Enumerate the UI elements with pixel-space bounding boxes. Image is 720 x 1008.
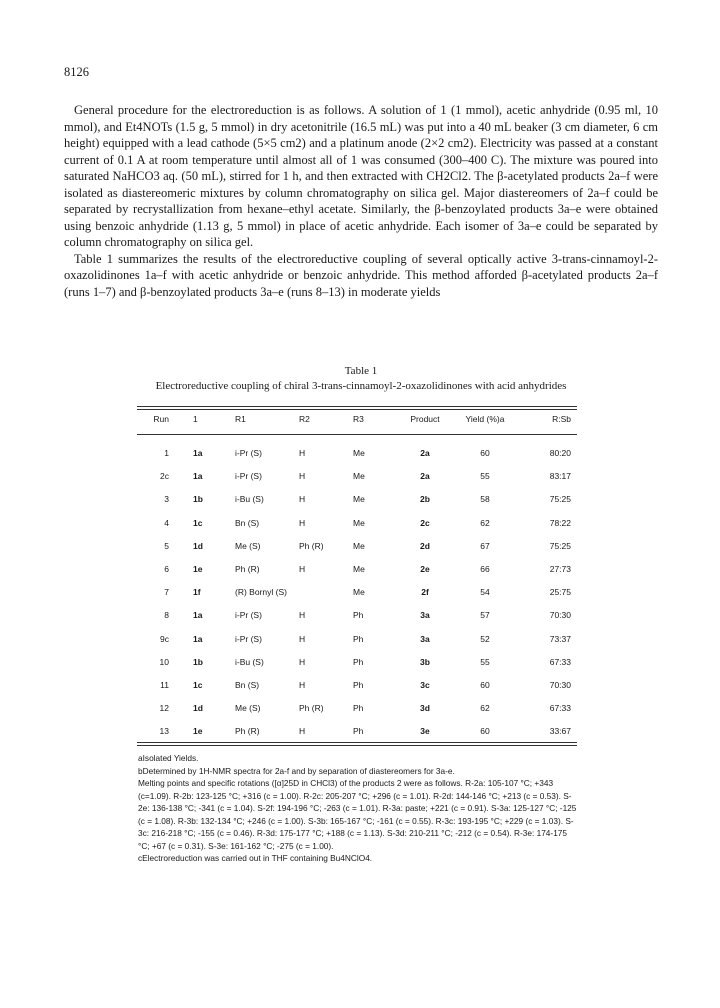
cell-r3: Ph bbox=[353, 656, 364, 667]
footnote-a: aIsolated Yields. bbox=[138, 753, 199, 763]
cell-r3: Ph bbox=[353, 633, 364, 644]
table-row bbox=[137, 680, 577, 692]
cell-product: 3b bbox=[420, 656, 430, 667]
cell-one: 1d bbox=[193, 540, 203, 551]
table-row bbox=[137, 634, 577, 646]
table-row bbox=[137, 726, 577, 738]
cell-r1: Ph (R) bbox=[235, 564, 260, 574]
cell-r1: i-Pr (S) bbox=[235, 610, 262, 621]
body-text bbox=[64, 102, 658, 300]
table-top-rule bbox=[137, 406, 577, 407]
cell-product: 2f bbox=[421, 587, 429, 598]
table-row bbox=[137, 494, 577, 506]
cell-r1: i-Bu (S) bbox=[235, 656, 264, 667]
cell-product: 2c bbox=[420, 517, 430, 528]
header-1: 1 bbox=[193, 414, 198, 424]
cell-rs: 33:67 bbox=[549, 726, 571, 737]
cell-rs: 73:37 bbox=[549, 633, 571, 644]
cell-product: 3a bbox=[420, 633, 430, 644]
table-row bbox=[137, 518, 577, 530]
cell-one: 1b bbox=[193, 656, 203, 667]
cell-r1: i-Pr (S) bbox=[235, 471, 262, 482]
cell-one: 1e bbox=[193, 726, 203, 737]
cell-yield: 60 bbox=[480, 680, 490, 690]
cell-r2: H bbox=[299, 517, 306, 528]
cell-yield: 67 bbox=[480, 540, 490, 551]
table-row bbox=[137, 657, 577, 669]
cell-product: 2a bbox=[420, 448, 430, 458]
table-row bbox=[137, 703, 577, 715]
table-number: Table 1 bbox=[344, 365, 378, 377]
table-bottom-rule bbox=[137, 742, 577, 743]
cell-rs: 78:22 bbox=[549, 517, 571, 528]
cell-run: 6 bbox=[164, 564, 169, 574]
cell-run: 5 bbox=[164, 540, 169, 551]
table-top-rule-2 bbox=[137, 409, 577, 410]
cell-run: 11 bbox=[160, 680, 169, 690]
cell-yield: 66 bbox=[480, 564, 490, 574]
header-product: Product bbox=[410, 414, 440, 424]
cell-rs: 70:30 bbox=[549, 680, 571, 690]
paragraph-summary: Table 1 summarizes the results of the electroreductive coupling of several optically active 3-trans-cinnamoyl-2-oxazolidinones 1a–f with acetic anhydride or benzoic anhydride. This method afforded β-acetylated products 2a–f (runs 1–7) and β-benzoylated products 3a–e (runs 8–13) in moderate yields bbox=[64, 251, 658, 299]
cell-r3: Ph bbox=[353, 726, 364, 737]
cell-r3: Me bbox=[353, 448, 365, 458]
cell-r3: Ph bbox=[353, 610, 364, 621]
cell-yield: 60 bbox=[480, 726, 490, 737]
cell-run: 7 bbox=[164, 587, 169, 598]
cell-yield: 55 bbox=[480, 656, 490, 667]
header-r2: R2 bbox=[299, 414, 310, 424]
cell-product: 3a bbox=[420, 610, 430, 621]
cell-r2: H bbox=[299, 448, 306, 458]
cell-one: 1a bbox=[193, 471, 203, 482]
cell-run: 12 bbox=[159, 703, 169, 714]
cell-rs: 25:75 bbox=[549, 587, 571, 598]
footnote-b-details: Melting points and specific rotations ([α]25D in CHCl3) of the products 2 were as follows. R-2a: 105-107 °C; +343 (c=1.09). R-2b: 123-125 °C; +316 (c = 1.00). R-2c: 205-207 °C; +296 (c = 1.01). R-2d: 144-146 °C; +213 (c = 0.53). S-2e: 136-138 °C; -341 (c = 1.04). S-2f: 194-196 °C; -263 (c = 1.01). R-3a: paste; +221 (c = 0.91). S-3a: 125-127 °C; -125 (c = 1.08). R-3b: 132-134 °C; +246 (c = 1.00). S-3b: 165-167 °C; -161 (c = 0.55). R-3c: 193-195 °C; +229 (c = 1.03). S-3c: 216-218 °C; -155 (c = 0.46). R-3d: 175-177 °C; +188 (c = 1.13). S-3d: 210-211 °C; -212 (c = 0.54). R-3e: 174-175 °C; +67 (c = 0.31). S-3e: 161-162 °C; -275 (c = 1.00). bbox=[138, 778, 577, 851]
cell-run: 2c bbox=[160, 471, 169, 482]
cell-run: 10 bbox=[159, 656, 169, 667]
table-row bbox=[137, 564, 577, 576]
cell-r3: Me bbox=[353, 471, 365, 482]
footnote-b: bDetermined by 1H-NMR spectra for 2a-f and by separation of diastereomers for 3a-e. bbox=[138, 765, 455, 776]
cell-one: 1f bbox=[193, 587, 201, 598]
cell-r2: H bbox=[299, 564, 306, 574]
cell-one: 1c bbox=[193, 517, 203, 528]
table-title: Electroreductive coupling of chiral 3-trans-cinnamoyl-2-oxazolidinones with acid anhydrides bbox=[155, 380, 567, 392]
cell-r3: Me bbox=[353, 540, 365, 551]
cell-r1: Me (S) bbox=[235, 540, 261, 551]
header-run: Run bbox=[153, 414, 169, 424]
cell-one: 1a bbox=[193, 610, 203, 621]
table-row bbox=[137, 471, 577, 483]
cell-r3: Ph bbox=[353, 680, 364, 690]
cell-yield: 54 bbox=[480, 587, 490, 598]
cell-r3: Me bbox=[353, 564, 365, 574]
header-r1: R1 bbox=[235, 414, 246, 424]
cell-rs: 75:25 bbox=[549, 540, 571, 551]
cell-rs: 67:33 bbox=[549, 703, 571, 714]
page-number: 8126 bbox=[64, 65, 89, 79]
cell-r1: Me (S) bbox=[235, 703, 261, 714]
header-r3: R3 bbox=[353, 414, 364, 424]
cell-one: 1a bbox=[193, 448, 203, 458]
table-row bbox=[137, 587, 577, 599]
cell-rs: 27:73 bbox=[549, 564, 571, 574]
cell-r1: Bn (S) bbox=[235, 680, 260, 690]
cell-rs: 75:25 bbox=[549, 494, 571, 505]
paragraph-procedure: General procedure for the electroreduction is as follows. A solution of 1 (1 mmol), acetic anhydride (0.95 ml, 10 mmol), and Et4NOTs (1.5 g, 5 mmol) in dry acetonitrile (16.5 mL) was put into a 40 mL beaker (3 cm diameter, 6 cm height) equipped with a lead cathode (5×5 cm2) and a platinum anode (2×2 cm2). Electricity was passed at a constant current of 0.1 A at room temperature until almost all of 1 was consumed (300–400 C). The mixture was poured into saturated NaHCO3 aq. (50 mL), stirred for 1 h, and then extracted with CH2Cl2. The β-acetylated products 2a–f were isolated as diastereomeric mixtures by column chromatography on silica gel. Major diastereomers of 2a–f could be separated by recrystallization from hexane–ethyl acetate. Similarly, the β-benzoylated products 3a–e were obtained using benzoic anhydride (1.13 g, 5 mmol) in place of acetic anhydride. Each isomer of 3a–e could be separated by column chromatography on silica gel. bbox=[64, 103, 658, 249]
cell-run: 3 bbox=[164, 494, 169, 505]
cell-run: 8 bbox=[164, 610, 169, 621]
table-header-row bbox=[137, 414, 577, 426]
cell-product: 3e bbox=[420, 726, 430, 737]
table-footnotes bbox=[138, 752, 578, 865]
cell-r3: Ph bbox=[353, 703, 364, 714]
cell-one: 1c bbox=[193, 680, 203, 690]
cell-r2: H bbox=[299, 471, 306, 482]
cell-r2: Ph (R) bbox=[299, 703, 324, 714]
footnote-c: cElectroreduction was carried out in THF containing Bu4NClO4. bbox=[138, 853, 373, 863]
cell-yield: 58 bbox=[480, 494, 490, 505]
cell-run: 4 bbox=[164, 517, 169, 528]
cell-yield: 62 bbox=[480, 517, 490, 528]
cell-r1: (R) Bornyl (S) bbox=[235, 587, 287, 598]
header-rs: R:Sb bbox=[552, 414, 571, 424]
cell-r2: H bbox=[299, 726, 306, 737]
cell-r2: H bbox=[299, 680, 306, 690]
table-row bbox=[137, 610, 577, 622]
cell-yield: 62 bbox=[480, 703, 490, 714]
cell-yield: 55 bbox=[480, 471, 490, 482]
cell-r1: i-Pr (S) bbox=[235, 448, 262, 458]
cell-one: 1b bbox=[193, 494, 203, 505]
cell-run: 13 bbox=[159, 726, 169, 737]
cell-run: 1 bbox=[164, 448, 169, 458]
cell-r2: H bbox=[299, 610, 306, 621]
cell-yield: 52 bbox=[480, 633, 490, 644]
table-bottom-rule-2 bbox=[137, 745, 577, 746]
cell-r2: Ph (R) bbox=[299, 540, 324, 551]
cell-one: 1d bbox=[193, 703, 203, 714]
table-row bbox=[137, 448, 577, 460]
cell-r1: Bn (S) bbox=[235, 517, 260, 528]
cell-product: 3c bbox=[420, 680, 430, 690]
cell-r2: H bbox=[299, 656, 306, 667]
cell-rs: 70:30 bbox=[549, 610, 571, 621]
cell-r3: Me bbox=[353, 494, 365, 505]
cell-rs: 67:33 bbox=[549, 656, 571, 667]
table-header-rule bbox=[137, 434, 577, 435]
cell-rs: 80:20 bbox=[549, 448, 571, 458]
cell-product: 3d bbox=[420, 703, 430, 714]
cell-r3: Me bbox=[353, 517, 365, 528]
cell-product: 2a bbox=[420, 471, 430, 482]
cell-one: 1a bbox=[193, 633, 203, 644]
cell-product: 2d bbox=[420, 540, 430, 551]
cell-yield: 60 bbox=[480, 448, 490, 458]
cell-product: 2b bbox=[420, 494, 430, 505]
header-yield: Yield (%)a bbox=[465, 414, 505, 424]
cell-yield: 57 bbox=[480, 610, 490, 621]
cell-r2: H bbox=[299, 633, 306, 644]
cell-r1: i-Bu (S) bbox=[235, 494, 264, 505]
cell-r1: Ph (R) bbox=[235, 726, 260, 737]
cell-one: 1e bbox=[193, 564, 203, 574]
cell-product: 2e bbox=[420, 564, 430, 574]
table-row bbox=[137, 541, 577, 553]
cell-r2: H bbox=[299, 494, 306, 505]
cell-r3: Me bbox=[353, 587, 365, 598]
cell-rs: 83:17 bbox=[549, 471, 571, 482]
cell-r1: i-Pr (S) bbox=[235, 633, 262, 644]
cell-run: 9c bbox=[160, 633, 169, 644]
